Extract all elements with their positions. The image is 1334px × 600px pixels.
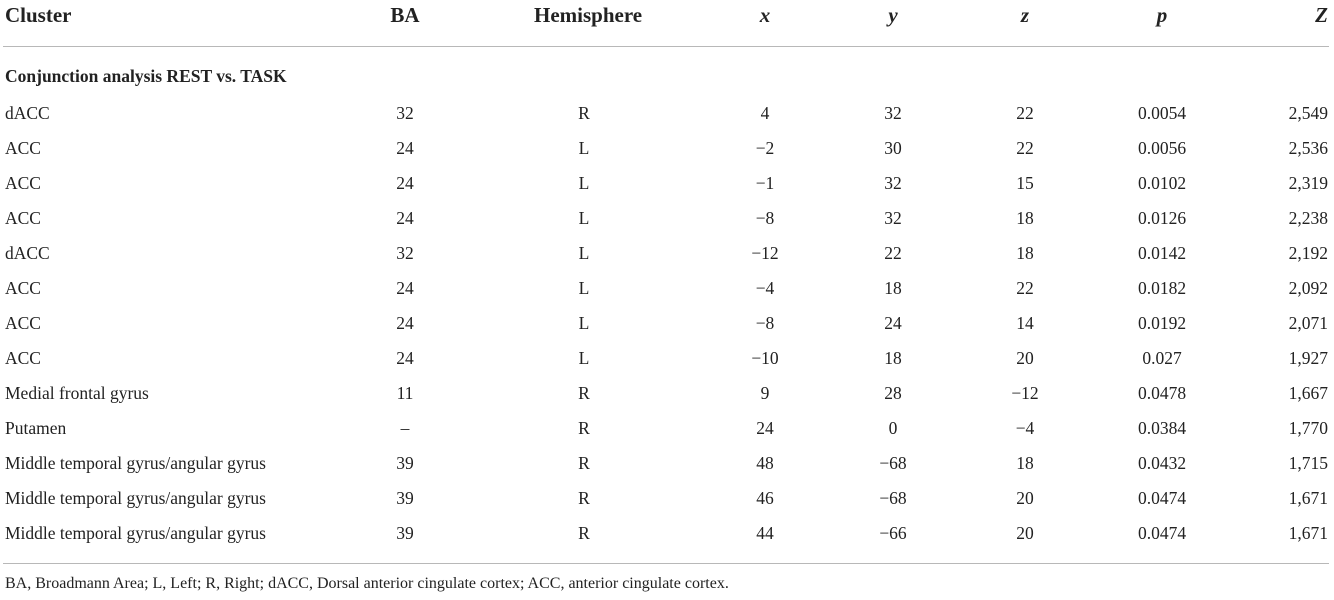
cell-z: 22 bbox=[1016, 103, 1034, 123]
cell-Z: 1,671 bbox=[1288, 523, 1328, 543]
cell-Z: 1,770 bbox=[1288, 418, 1328, 438]
cell-x: 46 bbox=[756, 488, 774, 508]
cell-z: 20 bbox=[1016, 488, 1034, 508]
cell-ba: 24 bbox=[396, 313, 414, 333]
cell-ba: 32 bbox=[396, 243, 414, 263]
cell-y: 24 bbox=[884, 313, 902, 333]
cell-Z: 2,071 bbox=[1288, 313, 1328, 333]
cell-z: 20 bbox=[1016, 348, 1034, 368]
cell-z: 18 bbox=[1016, 243, 1034, 263]
cell-cluster: ACC bbox=[5, 348, 41, 368]
cell-p: 0.027 bbox=[1142, 348, 1182, 368]
cell-hemisphere: R bbox=[578, 103, 590, 123]
section-label: Conjunction analysis REST vs. TASK bbox=[5, 66, 287, 86]
cell-cluster: ACC bbox=[5, 313, 41, 333]
cell-cluster: Middle temporal gyrus/angular gyrus bbox=[5, 523, 266, 543]
cell-x: 9 bbox=[760, 383, 770, 403]
table-row bbox=[0, 411, 1334, 446]
cell-x: −1 bbox=[755, 173, 775, 193]
cell-ba: – bbox=[400, 418, 410, 438]
table-row bbox=[0, 446, 1334, 481]
header-y: y bbox=[888, 3, 898, 27]
table-row bbox=[0, 201, 1334, 236]
cell-Z: 2,536 bbox=[1288, 138, 1328, 158]
cell-z: 14 bbox=[1016, 313, 1034, 333]
cell-ba: 39 bbox=[396, 488, 414, 508]
cell-z: 18 bbox=[1016, 453, 1034, 473]
cell-cluster: dACC bbox=[5, 243, 50, 263]
cell-p: 0.0056 bbox=[1137, 138, 1187, 158]
cell-p: 0.0102 bbox=[1137, 173, 1187, 193]
cell-z: 22 bbox=[1016, 278, 1034, 298]
cell-Z: 1,667 bbox=[1288, 383, 1328, 403]
cell-cluster: dACC bbox=[5, 103, 50, 123]
table-row bbox=[0, 481, 1334, 516]
cell-x: −8 bbox=[755, 313, 775, 333]
cell-z: 20 bbox=[1016, 523, 1034, 543]
cell-x: 44 bbox=[756, 523, 774, 543]
cell-y: 32 bbox=[884, 173, 902, 193]
cell-Z: 2,319 bbox=[1288, 173, 1328, 193]
cell-hemisphere: R bbox=[578, 383, 590, 403]
cell-p: 0.0182 bbox=[1137, 278, 1187, 298]
cell-x: 4 bbox=[760, 103, 770, 123]
cell-z: 18 bbox=[1016, 208, 1034, 228]
cell-p: 0.0054 bbox=[1137, 103, 1187, 123]
cell-p: 0.0384 bbox=[1137, 418, 1187, 438]
cell-x: 24 bbox=[756, 418, 774, 438]
header-cluster: Cluster bbox=[5, 3, 72, 27]
table-row bbox=[0, 166, 1334, 201]
cell-z: −4 bbox=[1015, 418, 1035, 438]
cell-ba: 24 bbox=[396, 348, 414, 368]
cell-cluster: Putamen bbox=[5, 418, 67, 438]
cell-y: −68 bbox=[879, 453, 907, 473]
cell-Z: 2,192 bbox=[1288, 243, 1328, 263]
table-row bbox=[0, 271, 1334, 306]
cell-y: −68 bbox=[879, 488, 907, 508]
table-row bbox=[0, 376, 1334, 411]
cell-hemisphere: R bbox=[578, 523, 590, 543]
footer-divider bbox=[3, 563, 1329, 564]
cell-cluster: ACC bbox=[5, 278, 41, 298]
cell-y: 0 bbox=[888, 418, 898, 438]
cell-hemisphere: R bbox=[578, 418, 590, 438]
cell-p: 0.0192 bbox=[1137, 313, 1187, 333]
cell-ba: 24 bbox=[396, 138, 414, 158]
cell-p: 0.0432 bbox=[1137, 453, 1187, 473]
cell-ba: 24 bbox=[396, 173, 414, 193]
cell-ba: 11 bbox=[396, 383, 414, 403]
table-row bbox=[0, 306, 1334, 341]
cell-Z: 1,671 bbox=[1288, 488, 1328, 508]
cell-p: 0.0126 bbox=[1137, 208, 1187, 228]
cell-hemisphere: L bbox=[578, 313, 590, 333]
cell-ba: 39 bbox=[396, 453, 414, 473]
cell-hemisphere: L bbox=[578, 173, 590, 193]
cell-Z: 1,715 bbox=[1288, 453, 1328, 473]
cell-p: 0.0478 bbox=[1137, 383, 1187, 403]
cell-y: 28 bbox=[884, 383, 902, 403]
cell-x: −4 bbox=[755, 278, 775, 298]
cell-hemisphere: L bbox=[578, 243, 590, 263]
cell-z: 15 bbox=[1016, 173, 1034, 193]
cell-x: −2 bbox=[755, 138, 775, 158]
cell-p: 0.0474 bbox=[1137, 523, 1187, 543]
cell-Z: 2,549 bbox=[1288, 103, 1328, 123]
cell-hemisphere: R bbox=[578, 453, 590, 473]
cell-y: 32 bbox=[884, 103, 902, 123]
table-row bbox=[0, 96, 1334, 131]
cell-cluster: ACC bbox=[5, 138, 41, 158]
table-row bbox=[0, 236, 1334, 271]
cell-hemisphere: L bbox=[578, 208, 590, 228]
header-hemisphere: Hemisphere bbox=[534, 3, 643, 27]
cell-Z: 2,238 bbox=[1288, 208, 1328, 228]
cell-p: 0.0142 bbox=[1137, 243, 1187, 263]
cell-Z: 1,927 bbox=[1288, 348, 1328, 368]
cell-y: 18 bbox=[884, 348, 902, 368]
table-row bbox=[0, 341, 1334, 376]
cell-hemisphere: L bbox=[578, 138, 590, 158]
cell-hemisphere: R bbox=[578, 488, 590, 508]
cell-x: −10 bbox=[751, 348, 779, 368]
cell-cluster: Medial frontal gyrus bbox=[5, 383, 149, 403]
cell-p: 0.0474 bbox=[1137, 488, 1187, 508]
cell-cluster: ACC bbox=[5, 173, 41, 193]
header-ba: BA bbox=[390, 3, 420, 27]
cell-x: −12 bbox=[751, 243, 779, 263]
cell-z: −12 bbox=[1011, 383, 1039, 403]
cell-Z: 2,092 bbox=[1288, 278, 1328, 298]
cell-ba: 39 bbox=[396, 523, 414, 543]
cell-x: −8 bbox=[755, 208, 775, 228]
cell-y: 30 bbox=[884, 138, 902, 158]
cell-hemisphere: L bbox=[578, 348, 590, 368]
table-footnote: BA, Broadmann Area; L, Left; R, Right; dACC, Dorsal anterior cingulate cortex; ACC, anterior cingulate cortex. bbox=[5, 575, 729, 592]
header-z: z bbox=[1020, 3, 1030, 27]
table-row bbox=[0, 131, 1334, 166]
header-p: p bbox=[1156, 3, 1168, 27]
cell-y: −66 bbox=[879, 523, 907, 543]
cell-z: 22 bbox=[1016, 138, 1034, 158]
cell-y: 18 bbox=[884, 278, 902, 298]
cell-hemisphere: L bbox=[578, 278, 590, 298]
cell-y: 22 bbox=[884, 243, 902, 263]
cell-cluster: Middle temporal gyrus/angular gyrus bbox=[5, 453, 266, 473]
cell-y: 32 bbox=[884, 208, 902, 228]
table-row bbox=[0, 516, 1334, 551]
cell-cluster: Middle temporal gyrus/angular gyrus bbox=[5, 488, 266, 508]
cell-ba: 32 bbox=[396, 103, 414, 123]
header-Z: Z bbox=[1315, 3, 1328, 27]
cell-x: 48 bbox=[756, 453, 774, 473]
cell-ba: 24 bbox=[396, 208, 414, 228]
table-body bbox=[0, 96, 1334, 551]
cell-cluster: ACC bbox=[5, 208, 41, 228]
header-x: x bbox=[759, 3, 771, 27]
cell-ba: 24 bbox=[396, 278, 414, 298]
header-divider bbox=[3, 46, 1329, 47]
